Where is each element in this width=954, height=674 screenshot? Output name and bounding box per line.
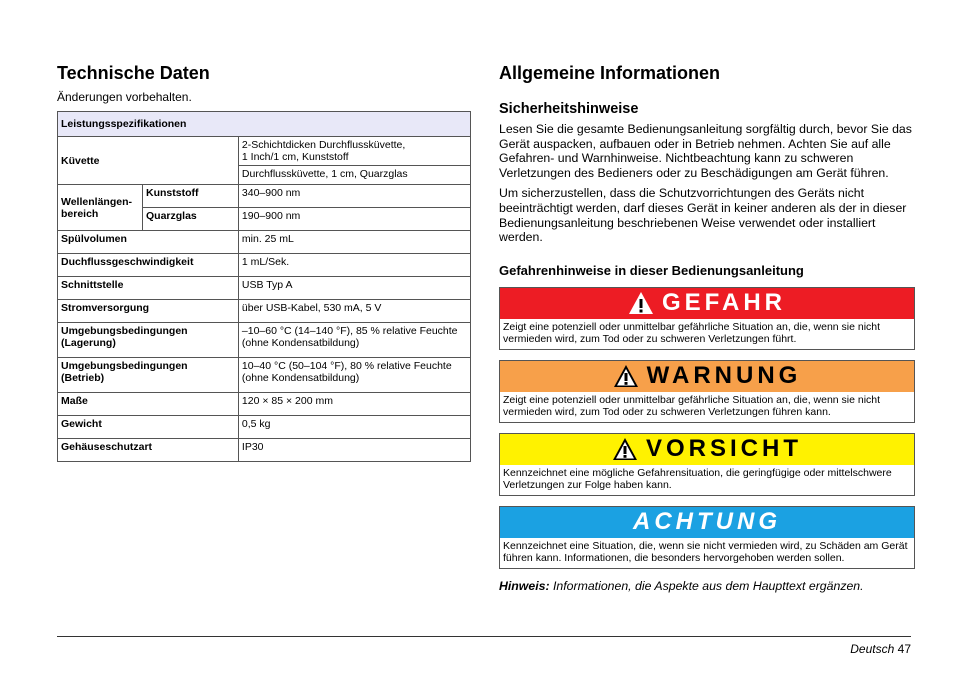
warning-triangle-icon bbox=[628, 291, 654, 315]
table-row bbox=[58, 323, 471, 358]
changes-note: Änderungen vorbehalten. bbox=[57, 90, 192, 104]
table-row bbox=[58, 416, 471, 439]
row-key: Gewicht bbox=[58, 416, 239, 439]
vorsicht-text: Kennzeichnet eine mögliche Gefahrensituation, die geringfügige oder mittelschwere Verletzungen zur Folge haben kann. bbox=[503, 466, 892, 492]
row-value: IP30 bbox=[238, 439, 470, 462]
table-row bbox=[58, 137, 471, 166]
wellen-label: Wellenlängen- bereich bbox=[58, 185, 143, 231]
technical-data-title: Technische Daten bbox=[57, 63, 210, 83]
warning-triangle-icon bbox=[612, 437, 638, 461]
row-key: Schnittstelle bbox=[58, 277, 239, 300]
quarzglas-value: 190–900 nm bbox=[238, 208, 470, 231]
betrieb-value: 10–40 °C (50–104 °F), 80 % relative Feuchte (ohne Kondensatbildung) bbox=[238, 358, 470, 393]
table-row bbox=[58, 231, 471, 254]
table-header: Leistungsspezifikationen bbox=[58, 112, 471, 137]
warning-triangle-icon bbox=[613, 364, 639, 388]
row-key: Spülvolumen bbox=[58, 231, 239, 254]
hinweis-text: Informationen, die Aspekte aus dem Haupttext ergänzen. bbox=[549, 578, 864, 593]
table-row bbox=[58, 439, 471, 462]
spec-table bbox=[57, 111, 471, 462]
vorsicht-banner bbox=[500, 434, 914, 465]
kuevette-value-2: Durchflussküvette, 1 cm, Quarzglas bbox=[238, 166, 470, 185]
hinweis-label: Hinweis: bbox=[499, 578, 550, 593]
gefahr-banner bbox=[500, 288, 914, 319]
hinweis-note bbox=[499, 579, 915, 593]
row-value: min. 25 mL bbox=[238, 231, 470, 254]
kuevette-value-1: 2-Schichtdicken Durchflussküvette, 1 Inch/1 cm, Kunststoff bbox=[238, 137, 470, 166]
technical-data-column bbox=[57, 62, 471, 462]
warnung-label: WARNUNG bbox=[646, 362, 802, 390]
row-value: über USB-Kabel, 530 mA, 5 V bbox=[238, 300, 470, 323]
hazard-heading: Gefahrenhinweise in dieser Bedienungsanleitung bbox=[499, 262, 804, 278]
table-header-row bbox=[58, 112, 471, 137]
footer-divider bbox=[57, 636, 911, 637]
table-row bbox=[58, 185, 471, 208]
general-info-title: Allgemeine Informationen bbox=[499, 63, 721, 83]
table-row bbox=[58, 393, 471, 416]
gefahr-label: GEFAHR bbox=[661, 289, 786, 317]
row-value: 120 × 85 × 200 mm bbox=[238, 393, 470, 416]
vorsicht-box bbox=[499, 433, 915, 496]
quarzglas-label: Quarzglas bbox=[143, 208, 239, 231]
row-value: 0,5 kg bbox=[238, 416, 470, 439]
footer bbox=[850, 642, 911, 656]
kunststoff-label: Kunststoff bbox=[143, 185, 239, 208]
lager-value: –10–60 °C (14–140 °F), 85 % relative Feuchte (ohne Kondensatbildung) bbox=[238, 323, 470, 358]
kunststoff-value: 340–900 nm bbox=[238, 185, 470, 208]
warnung-text: Zeigt eine potenziell oder unmittelbar gefährliche Situation an, die, wenn sie nicht vermieden wird, zum Tod oder zu schweren Verletzungen führen kann. bbox=[503, 393, 881, 419]
achtung-box bbox=[499, 506, 915, 569]
achtung-label: ACHTUNG bbox=[633, 508, 781, 536]
achtung-text: Kennzeichnet eine Situation, die, wenn sie nicht vermieden wird, zu Schäden am Gerät führen kann. Informationen, die besonders hervorgehoben werden sollen. bbox=[503, 539, 908, 565]
row-key: Gehäuseschutzart bbox=[58, 439, 239, 462]
kuevette-label: Küvette bbox=[58, 137, 239, 185]
gefahr-box bbox=[499, 287, 915, 350]
gefahr-text: Zeigt eine potenziell oder unmittelbar gefährliche Situation an, die, wenn sie nicht vermieden wird, zum Tod oder zu schweren Verletzungen führt. bbox=[503, 320, 881, 346]
warnung-box bbox=[499, 360, 915, 423]
table-row bbox=[58, 277, 471, 300]
table-row bbox=[58, 300, 471, 323]
table-row bbox=[58, 358, 471, 393]
vorsicht-label: VORSICHT bbox=[645, 435, 802, 463]
row-key: Stromversorgung bbox=[58, 300, 239, 323]
row-value: 1 mL/Sek. bbox=[238, 254, 470, 277]
safety-paragraph-1: Lesen Sie die gesamte Bedienungsanleitung sorgfältig durch, bevor Sie das Gerät auspacken, aufbauen oder in Betrieb nehmen. Achten Sie auf alle Gefahren- und Warnhinweise. Nichtbeachtung kann zu schweren Verletzungen des Bedieners oder zu Beschädigungen am Gerät führen. bbox=[499, 122, 912, 180]
footer-language: Deutsch bbox=[850, 642, 895, 656]
row-key: Maße bbox=[58, 393, 239, 416]
achtung-banner bbox=[500, 507, 914, 538]
page-number: 47 bbox=[897, 642, 911, 656]
lager-label: Umgebungsbedingungen (Lagerung) bbox=[58, 323, 239, 358]
betrieb-label: Umgebungsbedingungen (Betrieb) bbox=[58, 358, 239, 393]
general-info-column bbox=[499, 62, 915, 593]
row-key: Duchflussgeschwindigkeit bbox=[58, 254, 239, 277]
safety-heading: Sicherheitshinweise bbox=[499, 101, 639, 117]
warnung-banner bbox=[500, 361, 914, 392]
table-row bbox=[58, 254, 471, 277]
safety-paragraph-2: Um sicherzustellen, dass die Schutzvorrichtungen des Geräts nicht beeinträchtigt werden, darf dieses Gerät in keiner anderen als der in dieser Bedienungsanleitung beschriebenen Weise verwendet oder installiert werden. bbox=[499, 186, 907, 245]
row-value: USB Typ A bbox=[238, 277, 470, 300]
